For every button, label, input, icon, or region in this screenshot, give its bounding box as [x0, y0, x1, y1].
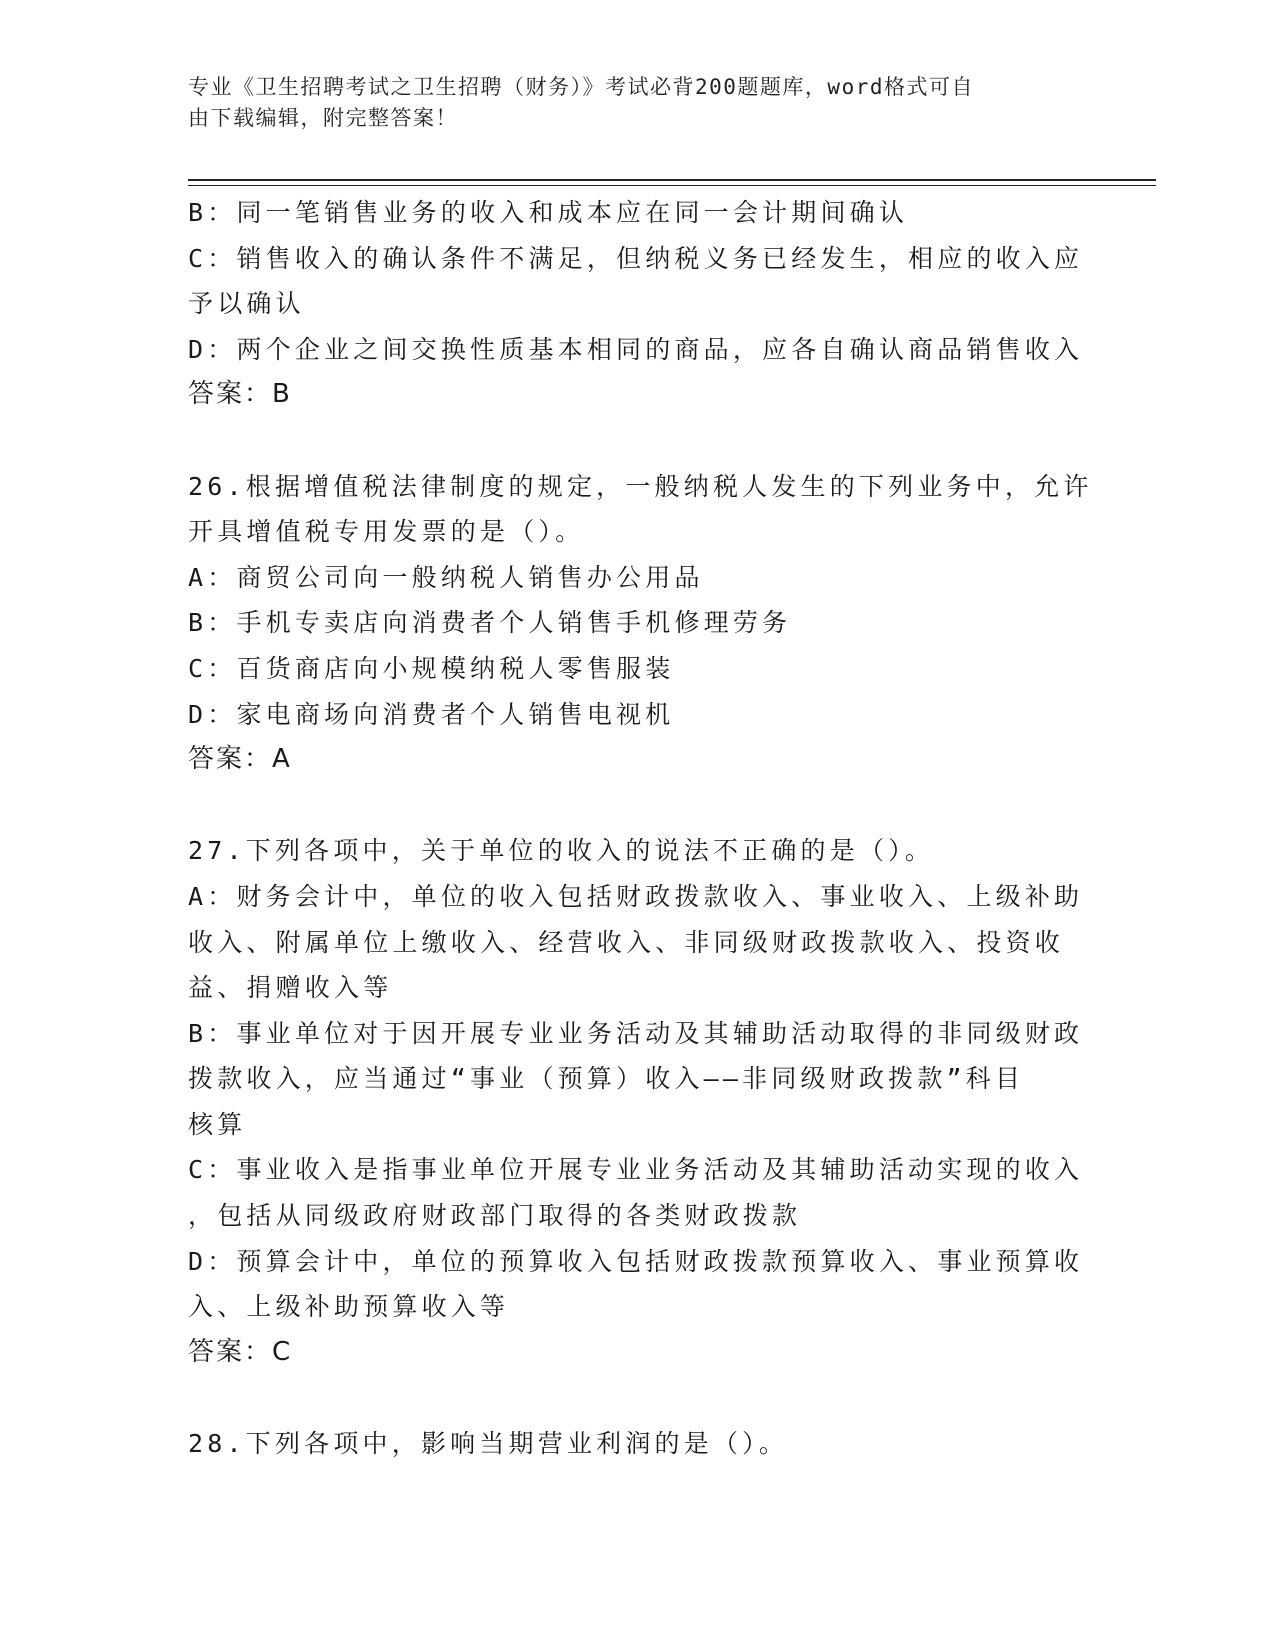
spacer	[188, 1375, 1068, 1421]
option-c: C：事业收入是指事业单位开展专业业务活动及其辅助活动实现的收入	[188, 1155, 1084, 1185]
option-a: A：商贸公司向一般纳税人销售办公用品	[188, 562, 704, 592]
header-divider-thin	[188, 185, 1156, 186]
option-c: C：百货商店向小规模纳税人零售服装	[188, 653, 675, 683]
option-b: B：事业单位对于因开展专业业务活动及其辅助活动取得的非同级财政	[188, 1018, 1084, 1048]
question-stem: 27.下列各项中，关于单位的收入的说法不正确的是（）。	[188, 836, 935, 866]
answer: 答案：C	[188, 1336, 293, 1367]
question-27	[188, 828, 1084, 1375]
option-c-continued: 予以确认	[188, 289, 305, 319]
option-d: D：两个企业之间交换性质基本相同的商品，应各自确认商品销售收入	[188, 334, 1084, 364]
option-a-continued: 益、捐赠收入等	[188, 973, 393, 1003]
document-header	[188, 72, 1068, 134]
question-stem-continued: 开具增值税专用发票的是（）。	[188, 517, 585, 547]
header-title-line-2: 由下载编辑，附完整答案！	[188, 106, 458, 130]
question-26	[188, 464, 1093, 783]
question-25-tail	[188, 190, 1084, 418]
option-d: D：家电商场向消费者个人销售电视机	[188, 699, 675, 729]
spacer	[188, 418, 1068, 464]
option-b-continued: 核算	[188, 1109, 247, 1139]
option-c: C：销售收入的确认条件不满足，但纳税义务已经发生，相应的收入应	[188, 243, 1084, 273]
question-28	[188, 1421, 1068, 1467]
option-a-continued: 收入、附属单位上缴收入、经营收入、非同级财政拨款收入、投资收	[188, 927, 1065, 957]
header-title-line-1: 专业《卫生招聘考试之卫生招聘（财务）》考试必背200题题库，word格式可自	[188, 75, 974, 99]
header-divider-thick	[188, 179, 1156, 181]
question-content	[188, 190, 1093, 1467]
question-stem: 26.根据增值税法律制度的规定，一般纳税人发生的下列业务中，允许	[188, 471, 1093, 501]
question-stem: 28.下列各项中，影响当期营业利润的是（）。	[188, 1429, 789, 1459]
option-a: A：财务会计中，单位的收入包括财政拨款收入、事业收入、上级补助	[188, 881, 1084, 911]
option-c-continued: ，包括从同级政府财政部门取得的各类财政拨款	[188, 1201, 802, 1231]
option-b: B：同一笔销售业务的收入和成本应在同一会计期间确认	[188, 198, 909, 227]
option-d: D：预算会计中，单位的预算收入包括财政拨款预算收入、事业预算收	[188, 1246, 1084, 1276]
answer: 答案：A	[188, 744, 292, 775]
spacer	[188, 783, 1068, 829]
answer: 答案：B	[188, 379, 292, 410]
option-d-continued: 入、上级补助预算收入等	[188, 1292, 510, 1322]
option-b: B：手机专卖店向消费者个人销售手机修理劳务	[188, 608, 792, 638]
option-b-continued: 拨款收入，应当通过“事业（预算）收入——非同级财政拨款”科目	[188, 1064, 1025, 1094]
